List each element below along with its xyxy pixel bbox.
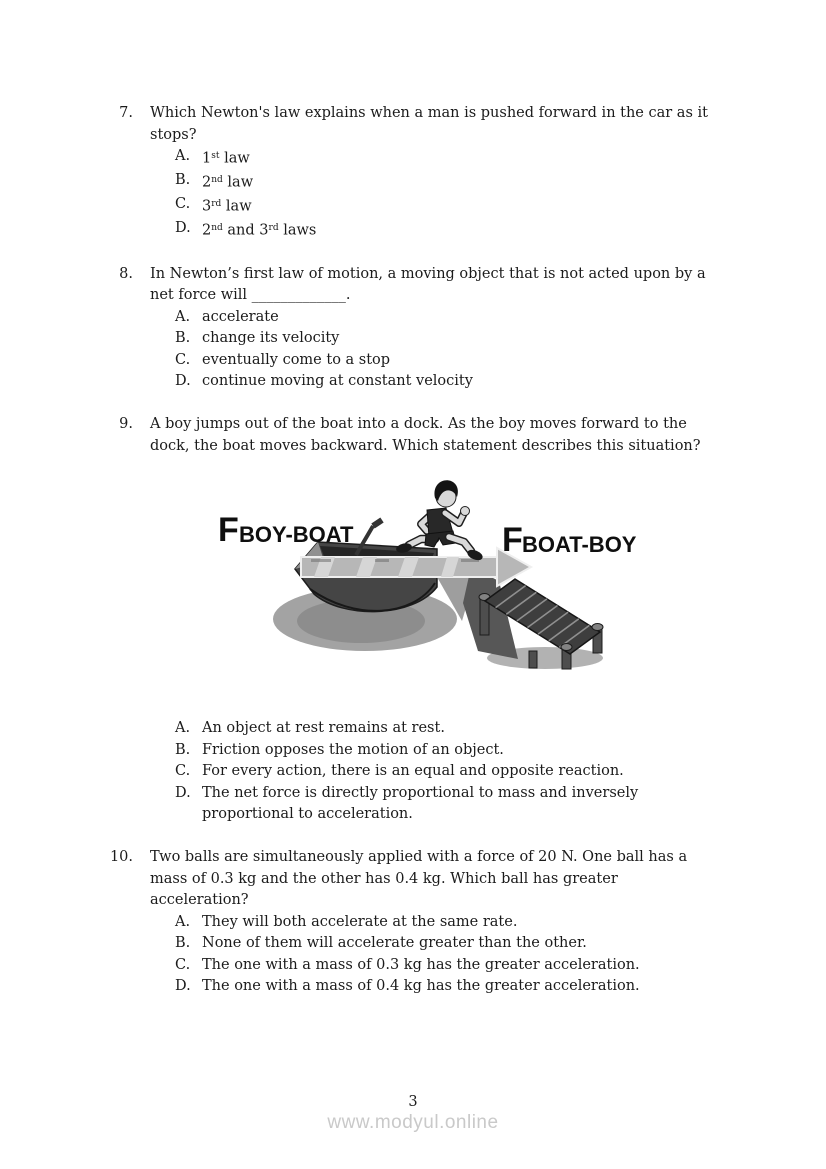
text-segment: proportional to acceleration. (202, 806, 413, 822)
text-segment: eventually come to a stop (202, 351, 391, 368)
ordinal-superscript: rd (268, 223, 279, 233)
option-text-line (202, 783, 785, 805)
option-text-line (202, 307, 785, 329)
option-letter: D. (175, 784, 191, 801)
option-text (202, 976, 785, 998)
option-C (150, 194, 785, 218)
question-text-line (150, 414, 785, 436)
question-number: 8. (119, 265, 133, 282)
question-text-line (150, 890, 785, 912)
text-segment: continue moving at constant velocity (202, 373, 473, 389)
option-B (150, 933, 785, 955)
text-segment: Friction opposes the motion of an object. (202, 741, 504, 758)
text-segment: An object at rest remains at rest. (202, 720, 445, 736)
option-letter: D. (175, 978, 191, 994)
option-letter: C. (175, 351, 191, 368)
text-segment: For every action, there is an equal and opposite reaction. (202, 763, 624, 779)
question-9 (105, 414, 785, 826)
question-body (150, 264, 785, 393)
running-boy (395, 480, 484, 562)
option-letter: C. (175, 196, 191, 212)
label-f-boat-boy-sub: BOAT-BOY (522, 532, 637, 557)
option-text (202, 718, 785, 740)
option-text-line (202, 371, 785, 393)
question-number: 7. (119, 105, 133, 121)
option-text-line (202, 740, 785, 762)
text-segment: The net force is directly proportional to mass and inversely (202, 784, 639, 801)
option-C (150, 955, 785, 977)
text-segment: law (219, 150, 250, 167)
option-text-line (202, 912, 785, 934)
option-text-line (202, 955, 785, 977)
option-text-line (202, 933, 785, 955)
option-letter: B. (175, 741, 191, 758)
label-f-boy-boat-main: F (218, 511, 239, 549)
text-segment: laws (278, 222, 317, 239)
option-text (202, 170, 785, 194)
option-D (150, 371, 785, 393)
text-segment: accelerate (202, 308, 279, 325)
option-D (150, 976, 785, 998)
label-f-boat-boy-main: F (502, 521, 523, 559)
option-letter: A. (175, 720, 191, 736)
text-segment: Two balls are simultaneously applied with a force of 20 N. One ball has a (150, 849, 688, 865)
question-text-line (150, 436, 785, 458)
option-text (202, 218, 785, 242)
option-text-line (202, 218, 785, 242)
question-7 (105, 103, 785, 242)
option-text-line (202, 718, 785, 740)
option-text-line (202, 170, 785, 194)
option-A (150, 912, 785, 934)
question-body (150, 847, 785, 998)
text-segment: stops? (150, 126, 197, 143)
option-A (150, 718, 785, 740)
questions (105, 103, 785, 1019)
text-segment: None of them will accelerate greater than the other. (202, 935, 587, 951)
option-letter: D. (175, 220, 191, 236)
text-segment: 3 (202, 198, 212, 215)
text-segment: In Newton’s first law of motion, a moving object that is not acted upon by a (150, 265, 706, 282)
boy-boat-dock-figure (215, 471, 655, 671)
question-8 (105, 264, 785, 393)
question-number: 10. (109, 849, 133, 865)
text-segment: A boy jumps out of the boat into a dock. As the boy moves forward to the (150, 416, 687, 432)
option-text (202, 933, 785, 955)
text-segment: 2 (202, 222, 212, 239)
ordinal-superscript: st (211, 151, 220, 161)
page-number: 3 (408, 1094, 418, 1110)
text-segment: Which Newton's law explains when a man is pushed forward in the car as it (150, 105, 708, 121)
label-f-boy-boat-sub: BOY-BOAT (239, 522, 354, 547)
option-D (150, 783, 785, 826)
option-letter: A. (175, 148, 191, 164)
question-text-line (150, 285, 785, 307)
option-text (202, 740, 785, 762)
question-body (150, 414, 785, 826)
question-10 (105, 847, 785, 998)
text-segment: The one with a mass of 0.3 kg has the greater acceleration. (202, 956, 640, 973)
option-B (150, 328, 785, 350)
option-text (202, 783, 785, 826)
option-text-line (202, 194, 785, 218)
option-text-line (202, 976, 785, 998)
text-segment: law (222, 174, 254, 191)
option-C (150, 761, 785, 783)
option-text (202, 328, 785, 350)
option-D (150, 218, 785, 242)
question-number: 9. (119, 416, 133, 432)
option-text-line (202, 328, 785, 350)
question-text-line (150, 869, 785, 891)
option-text (202, 955, 785, 977)
option-A (150, 146, 785, 170)
option-letter: C. (175, 956, 191, 973)
question-text-line (150, 847, 785, 869)
question-text-line (150, 103, 785, 125)
option-letter: A. (175, 913, 191, 930)
question-text-line (150, 125, 785, 147)
force-diagram-illustration (215, 471, 655, 671)
option-B (150, 170, 785, 194)
text-segment: dock, the boat moves backward. Which statement describes this situation? (150, 437, 701, 454)
text-segment: law (221, 198, 252, 215)
option-A (150, 307, 785, 329)
question-text-line (150, 264, 785, 286)
ordinal-superscript: rd (211, 199, 222, 209)
option-text (202, 194, 785, 218)
text-segment: 2 (202, 174, 212, 191)
text-segment: The one with a mass of 0.4 kg has the greater acceleration. (202, 978, 640, 994)
text-segment: net force will _____________. (150, 287, 351, 303)
option-text (202, 912, 785, 934)
option-letter: B. (175, 330, 191, 346)
option-text (202, 307, 785, 329)
ordinal-superscript: nd (211, 175, 223, 185)
text-segment: change its velocity (202, 330, 340, 346)
option-text (202, 146, 785, 170)
option-text-line (202, 761, 785, 783)
option-text-line (202, 146, 785, 170)
watermark: www.modyul.online (327, 1112, 499, 1133)
text-segment: They will both accelerate at the same rate. (202, 913, 518, 930)
option-text (202, 371, 785, 393)
option-letter: D. (175, 373, 191, 389)
option-letter: B. (175, 172, 191, 188)
option-C (150, 350, 785, 372)
ordinal-superscript: nd (211, 223, 223, 233)
option-text-line (202, 350, 785, 372)
option-text (202, 350, 785, 372)
option-letter: B. (175, 935, 191, 951)
text-segment: 1 (202, 150, 212, 167)
text-segment: acceleration? (150, 892, 249, 908)
option-letter: A. (175, 308, 191, 325)
option-B (150, 740, 785, 762)
option-text-line (202, 804, 785, 826)
option-letter: C. (175, 763, 191, 779)
text-segment: and 3 (222, 222, 269, 239)
option-text (202, 761, 785, 783)
question-body (150, 103, 785, 242)
text-segment: mass of 0.3 kg and the other has 0.4 kg. Which ball has greater (150, 870, 618, 887)
